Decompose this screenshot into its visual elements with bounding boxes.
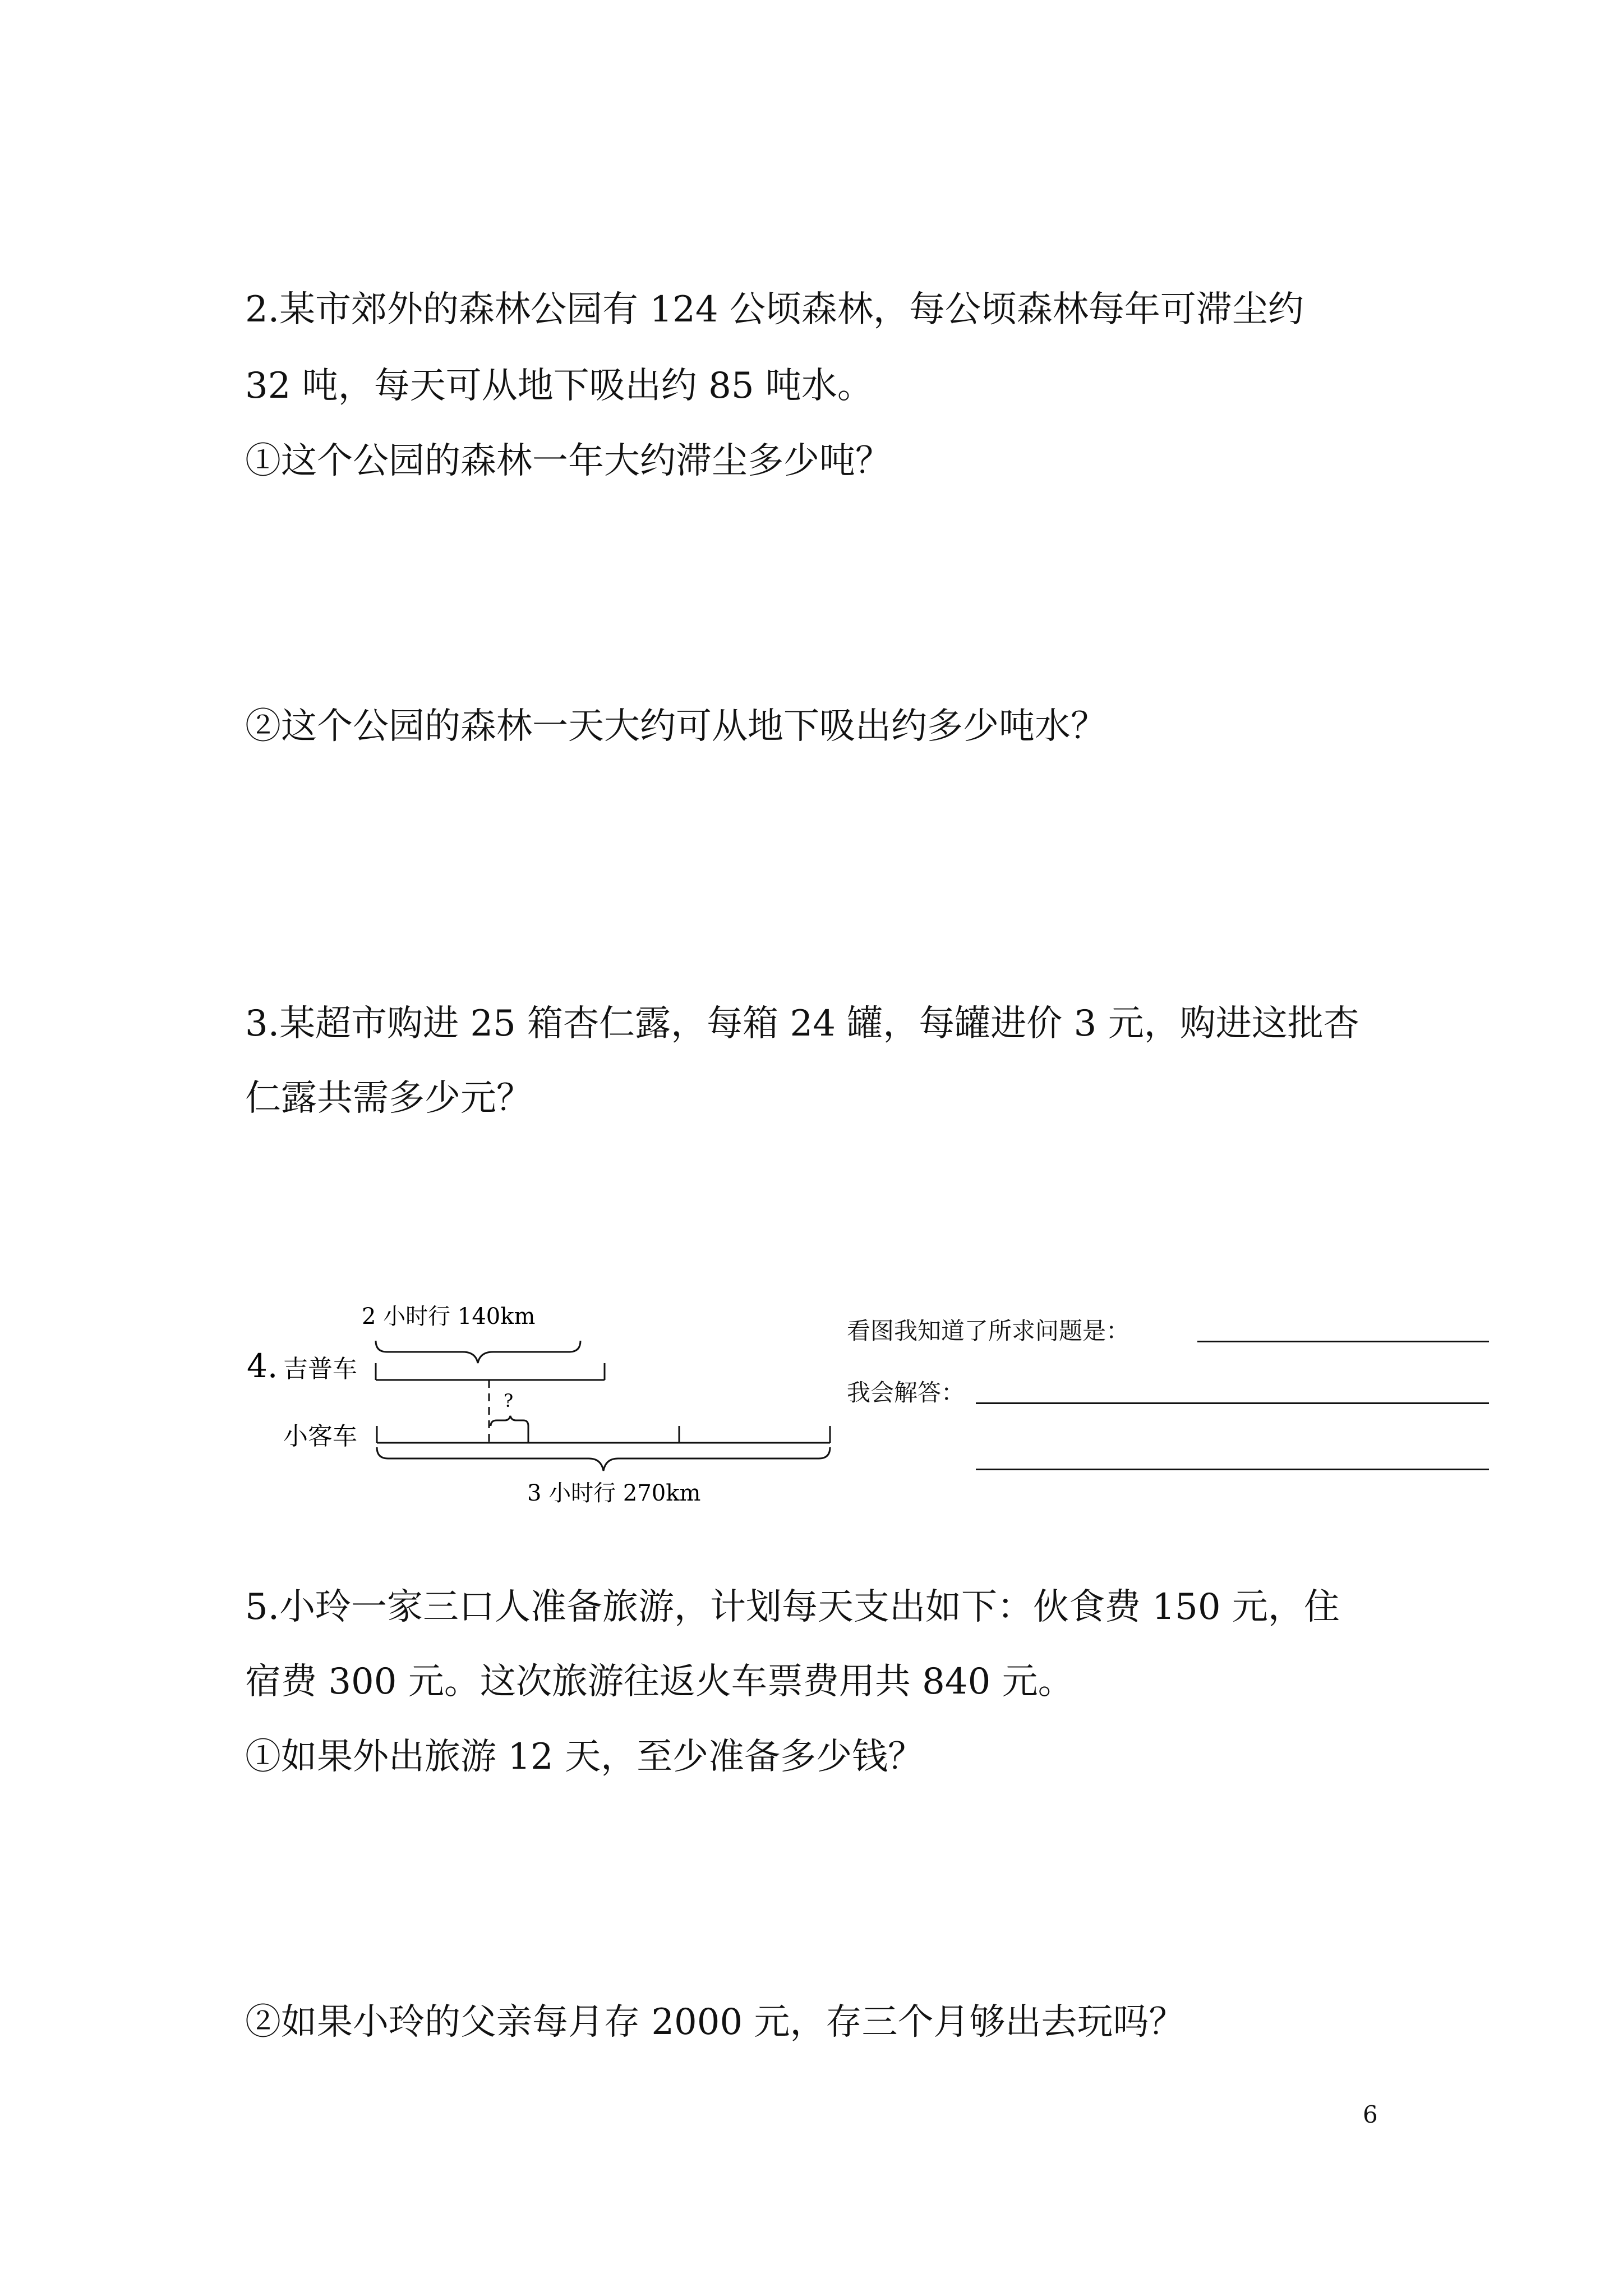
q4-answer-blank-3[interactable] — [976, 1469, 1489, 1470]
q4-answer-area — [847, 1313, 1492, 1526]
q4-small-brace — [491, 1416, 528, 1426]
page-number: 6 — [1363, 2101, 1378, 2128]
q4-line-diagram — [236, 1273, 937, 1520]
q2-text-line2: 32 吨，每天可从地下吸出约 85 吨水。 — [245, 365, 873, 407]
q4-top-brace-label: 2 小时行 140km — [362, 1304, 536, 1329]
q3-text-line1: 3.某超市购进 25 箱杏仁露，每箱 24 罐，每罐进价 3 元，购进这批杏 — [245, 1003, 1359, 1045]
q4-question-mark: ? — [504, 1390, 514, 1411]
q4-jeep-label: 吉普车 — [283, 1355, 357, 1383]
q3-text-line2: 仁露共需多少元？ — [245, 1078, 532, 1119]
q4-top-brace — [376, 1341, 580, 1363]
q4-answer-blank-1[interactable] — [1197, 1341, 1489, 1342]
q5-text-line2: 宿费 300 元。这次旅游往返火车票费用共 840 元。 — [245, 1661, 1074, 1703]
q2-subquestion-1: ①这个公园的森林一年大约滞尘多少吨？ — [245, 440, 891, 482]
q4-answer-prompt-2: 我会解答： — [847, 1379, 965, 1406]
q4-answer-prompt-1: 看图我知道了所求问题是： — [847, 1317, 1130, 1345]
q2-subquestion-2: ②这个公园的森林一天大约可从地下吸出约多少吨水？ — [245, 706, 1106, 747]
q4-car-label: 小客车 — [283, 1422, 357, 1451]
q4-number: 4. — [247, 1347, 278, 1385]
q4-answer-blank-2[interactable] — [976, 1402, 1489, 1404]
q5-subquestion-1: ①如果外出旅游 12 天，至少准备多少钱？ — [245, 1736, 924, 1778]
q4-bottom-brace — [377, 1447, 830, 1471]
q5-subquestion-2: ②如果小玲的父亲每月存 2000 元，存三个月够出去玩吗？ — [245, 2001, 1185, 2043]
q4-bottom-brace-label: 3 小时行 270km — [527, 1480, 701, 1506]
q2-text-line1: 2.某市郊外的森林公园有 124 公顷森林，每公顷森林每年可滞尘约 — [245, 289, 1304, 330]
q5-text-line1: 5.小玲一家三口人准备旅游，计划每天支出如下：伙食费 150 元，住 — [245, 1586, 1340, 1628]
